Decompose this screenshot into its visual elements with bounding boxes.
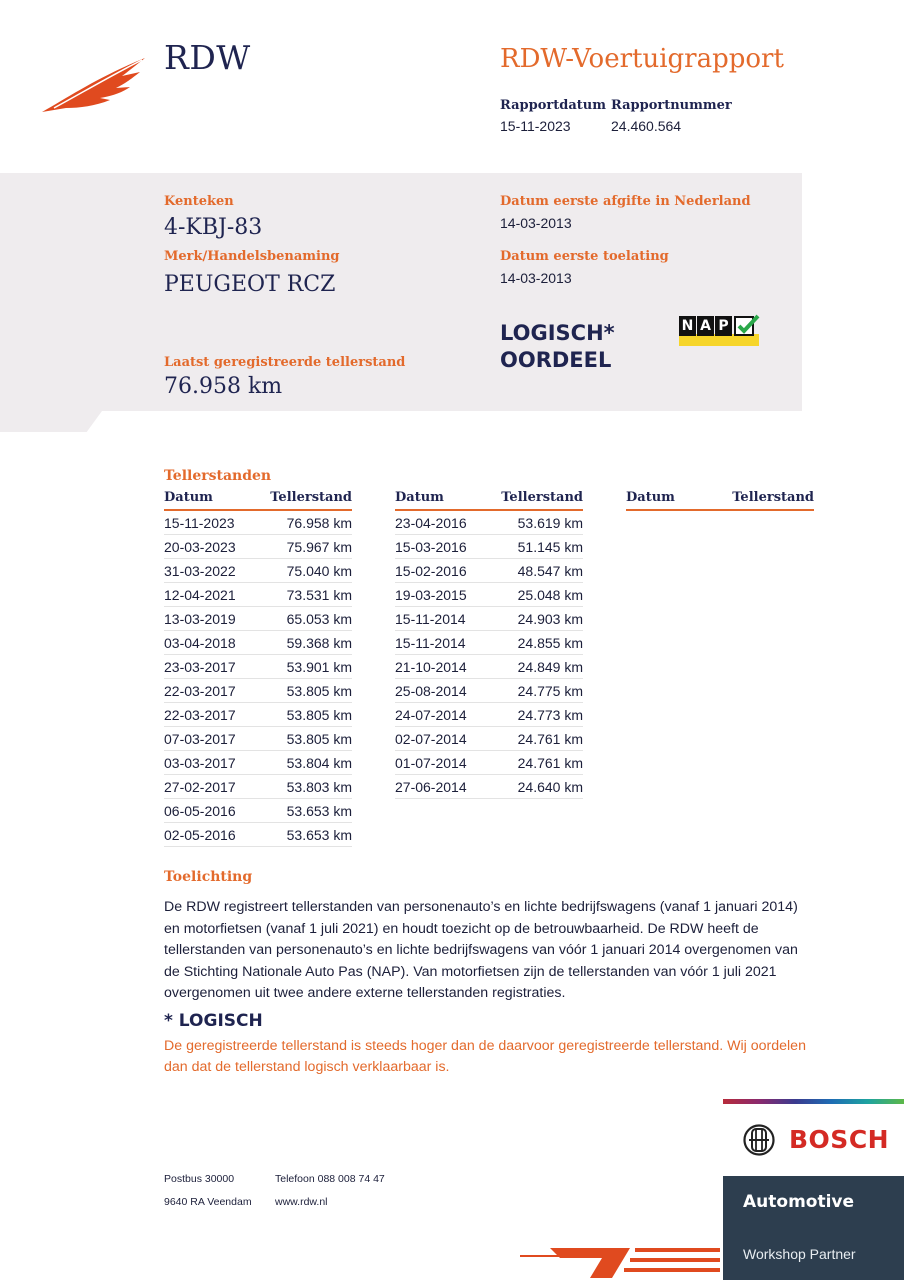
table-header xyxy=(395,489,583,511)
reading-date: 24-07-2014 xyxy=(395,707,467,723)
reading-date: 15-03-2016 xyxy=(395,539,467,555)
make: PEUGEOT RCZ xyxy=(164,272,336,297)
reading-date: 27-02-2017 xyxy=(164,779,236,795)
rdw-logo-icon xyxy=(40,56,150,114)
bosch-brand: BOSCH xyxy=(789,1125,890,1154)
reading-date: 31-03-2022 xyxy=(164,563,236,579)
nap-letter-n: N xyxy=(679,316,696,336)
rdw-logo-text: RDW xyxy=(164,38,251,77)
reading-km: 24.640 km xyxy=(517,779,583,795)
reading-date: 23-03-2017 xyxy=(164,659,236,675)
table-row xyxy=(395,583,583,607)
table-row xyxy=(164,631,352,655)
col-reading-header: Tellerstand xyxy=(501,490,583,505)
verdict-line1: LOGISCH* xyxy=(500,321,615,345)
verdict xyxy=(500,320,615,374)
table-row xyxy=(395,559,583,583)
reading-km: 75.967 km xyxy=(286,539,352,555)
first-issue-nl: 14-03-2013 xyxy=(500,215,572,231)
odometer: 76.958 km xyxy=(164,374,283,399)
table-row xyxy=(395,727,583,751)
nap-badge xyxy=(679,316,759,346)
reading-date: 23-04-2016 xyxy=(395,515,467,531)
table-row xyxy=(395,535,583,559)
explanation-title: Toelichting xyxy=(164,869,253,885)
col-date-header: Datum xyxy=(626,490,675,505)
reading-km: 53.653 km xyxy=(286,827,352,843)
reading-date: 03-04-2018 xyxy=(164,635,236,651)
reading-date: 15-11-2014 xyxy=(395,635,466,651)
first-admission-label: Datum eerste toelating xyxy=(500,249,669,264)
reading-km: 24.849 km xyxy=(517,659,583,675)
reading-date: 01-07-2014 xyxy=(395,755,467,771)
footer-phone: Telefoon 088 008 74 47 xyxy=(275,1173,385,1185)
table-row xyxy=(164,703,352,727)
panel-tail xyxy=(0,411,102,432)
readings-title: Tellerstanden xyxy=(164,468,272,484)
table-row xyxy=(395,607,583,631)
reading-date: 15-02-2016 xyxy=(395,563,467,579)
reading-km: 53.805 km xyxy=(286,731,352,747)
table-row xyxy=(164,799,352,823)
col-date-header: Datum xyxy=(395,490,444,505)
footer-postbus: Postbus 30000 xyxy=(164,1173,235,1185)
readings-table-1 xyxy=(164,489,352,847)
reading-km: 24.761 km xyxy=(517,755,583,771)
table-row xyxy=(164,679,352,703)
reading-date: 02-07-2014 xyxy=(395,731,467,747)
readings-table-3 xyxy=(626,489,814,511)
table-row xyxy=(395,679,583,703)
bosch-armature-icon xyxy=(742,1123,776,1157)
table-row xyxy=(164,511,352,535)
reading-km: 75.040 km xyxy=(286,563,352,579)
logisch-title: * LOGISCH xyxy=(164,1011,263,1031)
col-date-header: Datum xyxy=(164,490,213,505)
reading-date: 13-03-2019 xyxy=(164,611,236,627)
reading-date: 22-03-2017 xyxy=(164,707,236,723)
table-header xyxy=(626,489,814,511)
table-row xyxy=(164,823,352,847)
reading-km: 24.855 km xyxy=(517,635,583,651)
footer-web: www.rdw.nl xyxy=(275,1196,328,1208)
table-row xyxy=(164,775,352,799)
logisch-body: De geregistreerde tellerstand is steeds hoger dan de daarvoor geregistreerde tellerstand. Wij oordelen dan dat de tellerstand logisch verklaarbaar is. xyxy=(164,1038,806,1075)
reading-date: 12-04-2021 xyxy=(164,587,236,603)
reading-km: 53.901 km xyxy=(286,659,352,675)
report-date-label: Rapportdatum xyxy=(500,98,606,113)
col-reading-header: Tellerstand xyxy=(270,490,352,505)
reading-km: 24.903 km xyxy=(517,611,583,627)
reading-km: 51.145 km xyxy=(517,539,583,555)
reading-date: 15-11-2014 xyxy=(395,611,466,627)
reading-km: 24.761 km xyxy=(517,731,583,747)
reading-km: 65.053 km xyxy=(286,611,352,627)
table-row xyxy=(395,751,583,775)
reading-date: 22-03-2017 xyxy=(164,683,236,699)
reading-km: 73.531 km xyxy=(286,587,352,603)
reading-date: 21-10-2014 xyxy=(395,659,467,675)
reading-date: 02-05-2016 xyxy=(164,827,236,843)
readings-table-2 xyxy=(395,489,583,799)
plate-label: Kenteken xyxy=(164,194,234,209)
reading-km: 53.619 km xyxy=(517,515,583,531)
bosch-workshop-partner: Workshop Partner xyxy=(743,1246,856,1262)
explanation-body: De RDW registreert tellerstanden van personenauto’s en lichte bedrijfswagens (vanaf 1 januari 2014) en motorfietsen (vanaf 1 juli 2021) en houdt toezicht op de betrouwbaarheid. De RDW heeft de tellerstanden van personenauto’s en lichte bedrijfswagens van vóór 1 januari 2014 overgenomen van de Stichting Nationale Auto Pas (NAP). Van motorfietsen zijn de tellerstanden van vóór 1 juli 2021 overgenomen uit twee andere externe tellerstanden registraties. xyxy=(164,899,798,1001)
reading-date: 07-03-2017 xyxy=(164,731,236,747)
table-row xyxy=(395,775,583,799)
reading-date: 25-08-2014 xyxy=(395,683,467,699)
plate: 4-KBJ-83 xyxy=(164,215,263,240)
col-reading-header: Tellerstand xyxy=(732,490,814,505)
reading-km: 25.048 km xyxy=(517,587,583,603)
footer-city: 9640 RA Veendam xyxy=(164,1196,252,1208)
make-label: Merk/Handelsbenaming xyxy=(164,249,340,264)
table-row xyxy=(164,583,352,607)
reading-km: 53.805 km xyxy=(286,683,352,699)
table-row xyxy=(395,703,583,727)
speed-lines-icon xyxy=(520,1244,723,1280)
reading-km: 59.368 km xyxy=(286,635,352,651)
odometer-label: Laatst geregistreerde tellerstand xyxy=(164,355,406,370)
reading-km: 53.805 km xyxy=(286,707,352,723)
table-row xyxy=(395,655,583,679)
reading-km: 48.547 km xyxy=(517,563,583,579)
table-row xyxy=(164,535,352,559)
reading-date: 19-03-2015 xyxy=(395,587,467,603)
bosch-automotive: Automotive xyxy=(743,1192,855,1212)
reading-km: 53.803 km xyxy=(286,779,352,795)
first-issue-nl-label: Datum eerste afgifte in Nederland xyxy=(500,194,751,209)
table-row xyxy=(164,559,352,583)
reading-date: 15-11-2023 xyxy=(164,515,235,531)
reading-date: 06-05-2016 xyxy=(164,803,236,819)
table-header xyxy=(164,489,352,511)
report-number-label: Rapportnummer xyxy=(611,98,732,113)
table-row xyxy=(395,511,583,535)
reading-km: 53.804 km xyxy=(286,755,352,771)
reading-date: 03-03-2017 xyxy=(164,755,236,771)
reading-km: 24.775 km xyxy=(517,683,583,699)
table-row xyxy=(164,751,352,775)
report-number: 24.460.564 xyxy=(611,118,682,134)
reading-date: 27-06-2014 xyxy=(395,779,467,795)
checkmark-icon xyxy=(734,314,760,338)
table-row xyxy=(164,607,352,631)
report-title: RDW-Voertuigrapport xyxy=(500,44,784,74)
verdict-line2: OORDEEL xyxy=(500,348,612,372)
reading-date: 20-03-2023 xyxy=(164,539,236,555)
nap-letter-a: A xyxy=(697,316,714,336)
reading-km: 53.653 km xyxy=(286,803,352,819)
first-admission: 14-03-2013 xyxy=(500,270,572,286)
report-date: 15-11-2023 xyxy=(500,118,571,134)
reading-km: 76.958 km xyxy=(286,515,352,531)
nap-letter-p: P xyxy=(715,316,732,336)
reading-km: 24.773 km xyxy=(517,707,583,723)
table-row xyxy=(164,727,352,751)
table-row xyxy=(395,631,583,655)
table-row xyxy=(164,655,352,679)
